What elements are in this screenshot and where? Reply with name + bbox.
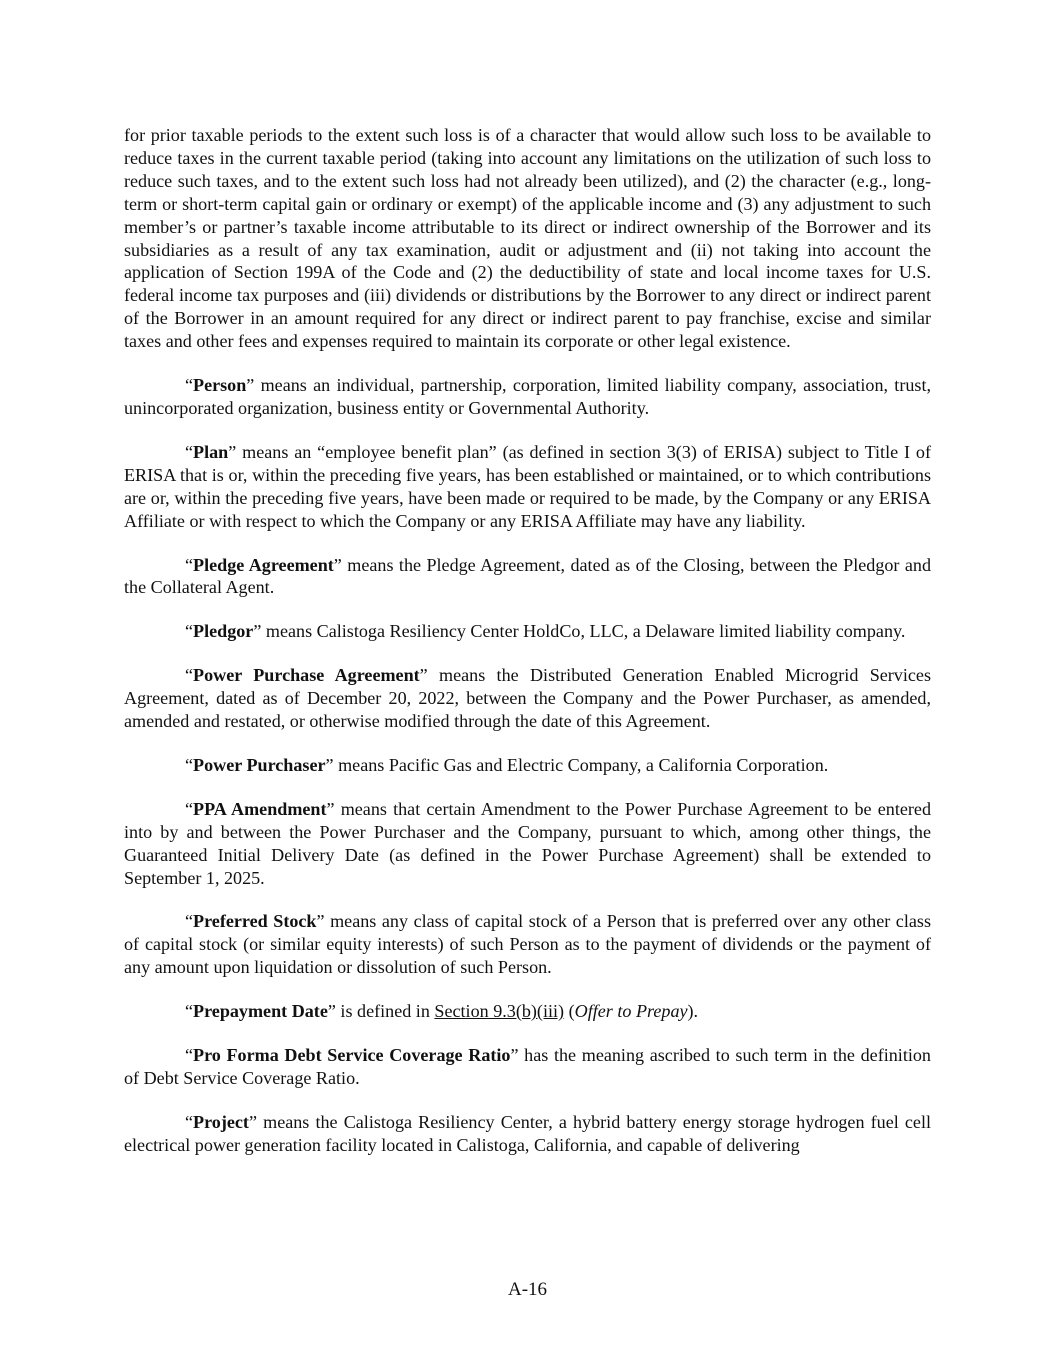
defined-term: Preferred Stock [193,911,317,932]
page-number: A-16 [507,1279,548,1300]
defined-term: Power Purchase Agreement [193,665,420,686]
open-quote: “ [185,1111,194,1132]
definition-text: ” is defined in [327,1001,435,1022]
definition-project [124,1111,931,1157]
definition-preferred-stock [124,910,931,979]
section-reference-title: Offer to Prepay [574,1001,688,1022]
definition-text: ” means that certain Amendment to the Power Purchase Agreement to be entered into by and between the Power Purchaser and the Company, pursuant to which, among other things, the Guaranteed Initial Delivery Date (as defined in the Power Purchase Agreement) shall be extended to September 1, 2025. [124,798,931,888]
definition-text: ” means Pacific Gas and Electric Company, a California Corporation. [325,754,829,775]
open-quote: “ [185,554,194,575]
definition-plan [124,441,931,533]
section-reference-link[interactable]: Section 9.3(b)(iii) [434,1001,565,1022]
document-body [124,124,931,1178]
defined-term: Plan [193,441,229,462]
open-quote: “ [185,441,194,462]
definition-pledgor [124,620,931,643]
defined-term: Person [193,375,247,396]
defined-term: Power Purchaser [193,754,326,775]
defined-term: Prepayment Date [193,1001,328,1022]
paren-close: ). [687,1001,699,1022]
definition-text: ” means the Calistoga Resiliency Center, a hybrid battery energy storage hydrogen fuel cell electrical power generation facility located in Calistoga, California, and capable of delivering [124,1111,931,1155]
definition-prepayment-date [124,1000,931,1023]
defined-term: PPA Amendment [193,798,327,819]
definition-text: ” means Calistoga Resiliency Center HoldCo, LLC, a Delaware limited liability company. [253,621,906,642]
open-quote: “ [185,665,194,686]
continuation-paragraph: for prior taxable periods to the extent such loss is of a character that would allow such loss to be available to reduce taxes in the current taxable period (taking into account any limitations on the utilization of such loss to reduce such taxes, and to the extent such loss had not already been utilized), and (2) the character (e.g., long-term or short-term capital gain or ordinary or exempt) of the applicable income and (3) any adjustment to such member’s or partner’s taxable income attributable to its direct or indirect ownership of the Borrower and its subsidiaries as a result of any tax examination, audit or adjustment and (ii) not taking into account the application of Section 199A of the Code and (2) the deductibility of state and local income taxes for U.S. federal income tax purposes and (iii) dividends or distributions by the Borrower to any direct or indirect parent of the Borrower in an amount required for any direct or indirect parent to pay franchise, excise and similar taxes and other fees and expenses required to maintain its corporate or other legal existence. [124,125,931,352]
definition-text: ” means an individual, partnership, corporation, limited liability company, association, trust, unincorporated organization, business entity or Governmental Authority. [124,375,931,418]
open-quote: “ [185,754,194,775]
open-quote: “ [185,798,194,819]
open-quote: “ [185,1045,194,1066]
definition-text: ” means the Distributed Generation Enabled Microgrid Services Agreement, dated as of December 20, 2022, between the Company and the Power Purchaser, as amended, amended and restated, or otherwise modified through the date of this Agreement. [124,665,931,732]
defined-term: Pledge Agreement [193,554,334,575]
definition-ppa-amendment [124,798,931,890]
open-quote: “ [185,1001,194,1022]
definition-text: ” means any class of capital stock of a Person that is preferred over any other class of capital stock (or similar equity interests) of such Person as to the payment of dividends or the payment of any amount upon liquidation or dissolution of such Person. [124,911,931,978]
definition-power-purchase-agreement [124,664,931,733]
definition-person [124,374,931,420]
defined-term: Project [193,1111,249,1132]
defined-term: Pledgor [193,621,254,642]
definition-pro-forma-dscr [124,1044,931,1090]
definition-text: ” means the Pledge Agreement, dated as of the Closing, between the Pledgor and the Collateral Agent. [124,554,931,598]
definition-text: ” has the meaning ascribed to such term in the definition of Debt Service Coverage Ratio. [124,1045,931,1088]
definition-power-purchaser [124,754,931,777]
definition-text: ” means an “employee benefit plan” (as defined in section 3(3) of ERISA) subject to Title I of ERISA that is or, within the preceding five years, has been established or maintained, or to which contributions are or, within the preceding five years, have been made or required to be made, by the Company or any ERISA Affiliate or with respect to which the Company or any ERISA Affiliate may have any liability. [124,441,931,531]
open-quote: “ [185,621,194,642]
open-quote: “ [185,911,194,932]
definition-pledge-agreement [124,554,931,600]
paren-open: ( [564,1001,575,1022]
open-quote: “ [185,375,194,396]
defined-term: Pro Forma Debt Service Coverage Ratio [193,1045,511,1066]
